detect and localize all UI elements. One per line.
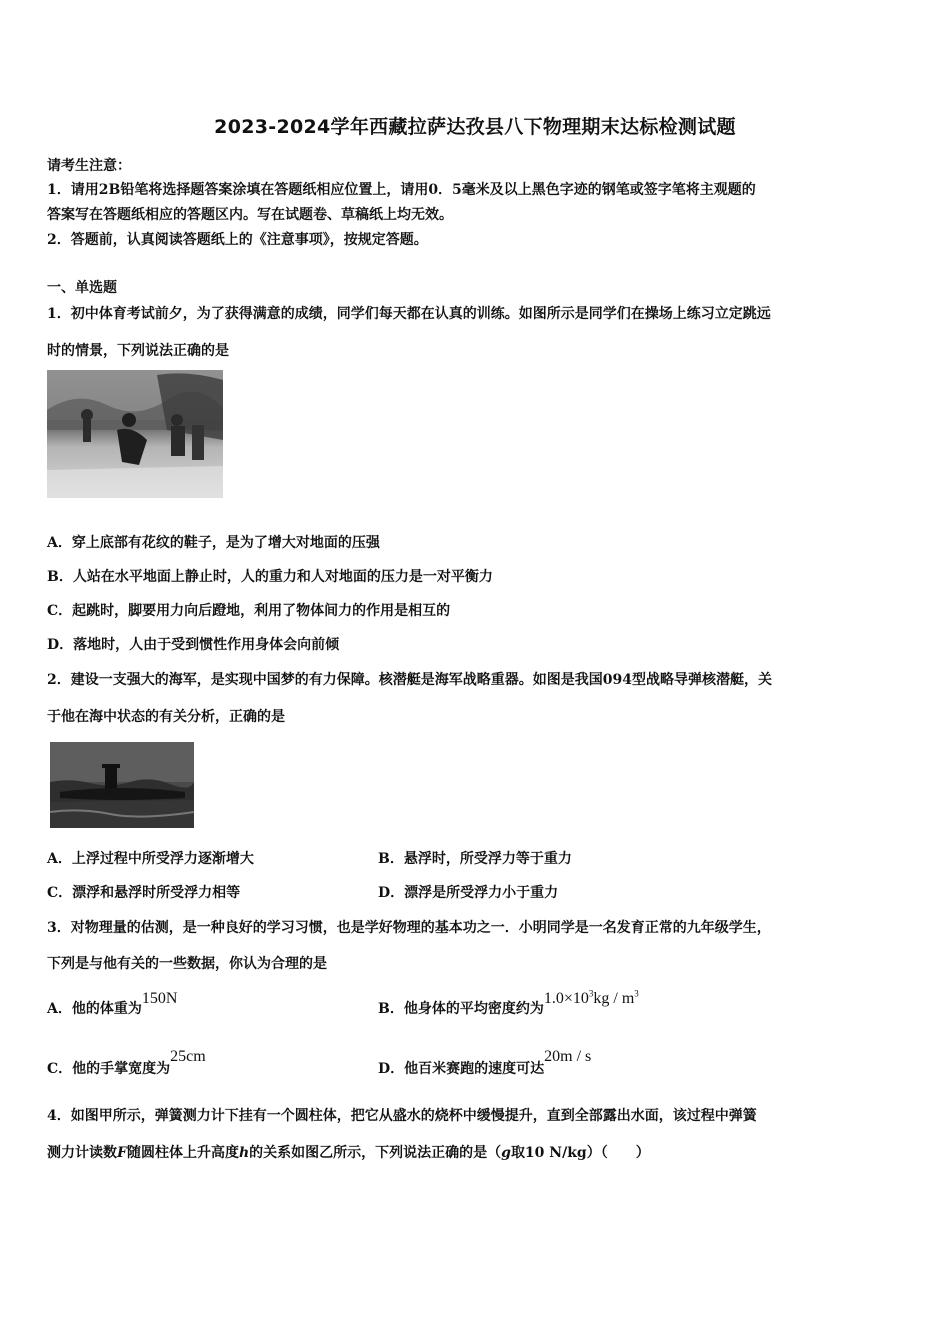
q4-stem-line-1: 4．如图甲所示，弹簧测力计下挂有一个圆柱体，把它从盛水的烧杯中缓慢提升，直到全部露出水面，该过程中弹簧 [47,1108,757,1124]
q3-option-c-value: 25cm [170,1048,206,1065]
q3-option-b [378,988,639,1018]
q2-stem-line-2: 于他在海中状态的有关分析，正确的是 [47,709,285,725]
q1-option-d: D．落地时，人由于受到惯性作用身体会向前倾 [47,637,340,653]
q4-stem-part-b: 随圆柱体上升高度 [126,1145,239,1161]
exam-title: 2023-2024学年西藏拉萨达孜县八下物理期末达标检测试题 [214,116,736,138]
submarine-photo [50,742,194,832]
notice-line-1: 1．请用2B铅笔将选择题答案涂填在答题纸相应位置上，请用0．5毫米及以上黑色字迹的钢笔或签字笔将主观题的 [47,182,756,198]
q3-stem-line-1: 3．对物理量的估测，是一种良好的学习习惯，也是学好物理的基本功之一．小明同学是一名发育正常的九年级学生， [47,920,771,936]
q4-var-g: g [501,1145,511,1161]
q4-var-f: F [117,1145,127,1161]
q3-option-b-exp: 3 [588,988,594,999]
q4-stem-part-d: 取10 N/kg）（ ） [510,1145,650,1161]
long-jump-photo [47,370,223,502]
notice-line-3: 2．答题前，认真阅读答题纸上的《注意事项》，按规定答题。 [47,232,428,248]
q1-stem-line-2: 时的情景，下列说法正确的是 [47,343,229,359]
q3-option-a [47,990,178,1018]
q1-option-b: B．人站在水平地面上静止时，人的重力和人对地面的压力是一对平衡力 [47,569,493,585]
q4-var-h: h [238,1145,250,1161]
q3-option-b-unit-exp: 3 [634,988,639,999]
q3-option-a-text: A．他的体重为 [47,1001,142,1017]
q2-option-a: A．上浮过程中所受浮力逐渐增大 [47,851,254,867]
q4-stem-line-2 [47,1142,650,1162]
q1-option-c: C．起跳时，脚要用力向后蹬地，利用了物体间力的作用是相互的 [47,603,451,619]
notice-line-2: 答案写在答题纸相应的答题区内。写在试题卷、草稿纸上均无效。 [47,207,453,223]
q3-option-b-value: 1.0×10 [543,990,589,1007]
q3-option-d-text: D．他百米赛跑的速度可达 [378,1061,545,1077]
q3-option-c [47,1048,206,1078]
q3-option-b-text: B．他身体的平均密度约为 [378,1001,544,1017]
q3-option-a-value: 150N [141,990,178,1007]
q4-stem-part-a: 测力计读数 [47,1145,117,1161]
q3-option-b-unit: kg / m [593,990,635,1007]
q3-option-d [378,1048,592,1078]
q1-option-a: A．穿上底部有花纹的鞋子，是为了增大对地面的压强 [47,535,380,551]
q2-option-c: C．漂浮和悬浮时所受浮力相等 [47,885,241,901]
q2-option-d: D．漂浮是所受浮力小于重力 [378,885,559,901]
q4-stem-part-c: 的关系如图乙所示，下列说法正确的是（ [249,1145,502,1161]
q3-stem-line-2: 下列是与他有关的一些数据，你认为合理的是 [47,956,327,972]
q3-option-d-value: 20m / s [544,1048,592,1065]
notice-heading: 请考生注意： [47,158,131,174]
section-heading: 一、单选题 [47,280,117,296]
q1-stem-line-1: 1．初中体育考试前夕，为了获得满意的成绩，同学们每天都在认真的训练。如图所示是同学们在操场上练习立定跳远 [47,306,771,322]
q2-stem-line-1: 2．建设一支强大的海军，是实现中国梦的有力保障。核潜艇是海军战略重器。如图是我国094型战略导弹核潜艇，关 [47,672,772,688]
q3-option-c-text: C．他的手掌宽度为 [47,1061,171,1077]
q2-option-b: B．悬浮时，所受浮力等于重力 [378,851,572,867]
